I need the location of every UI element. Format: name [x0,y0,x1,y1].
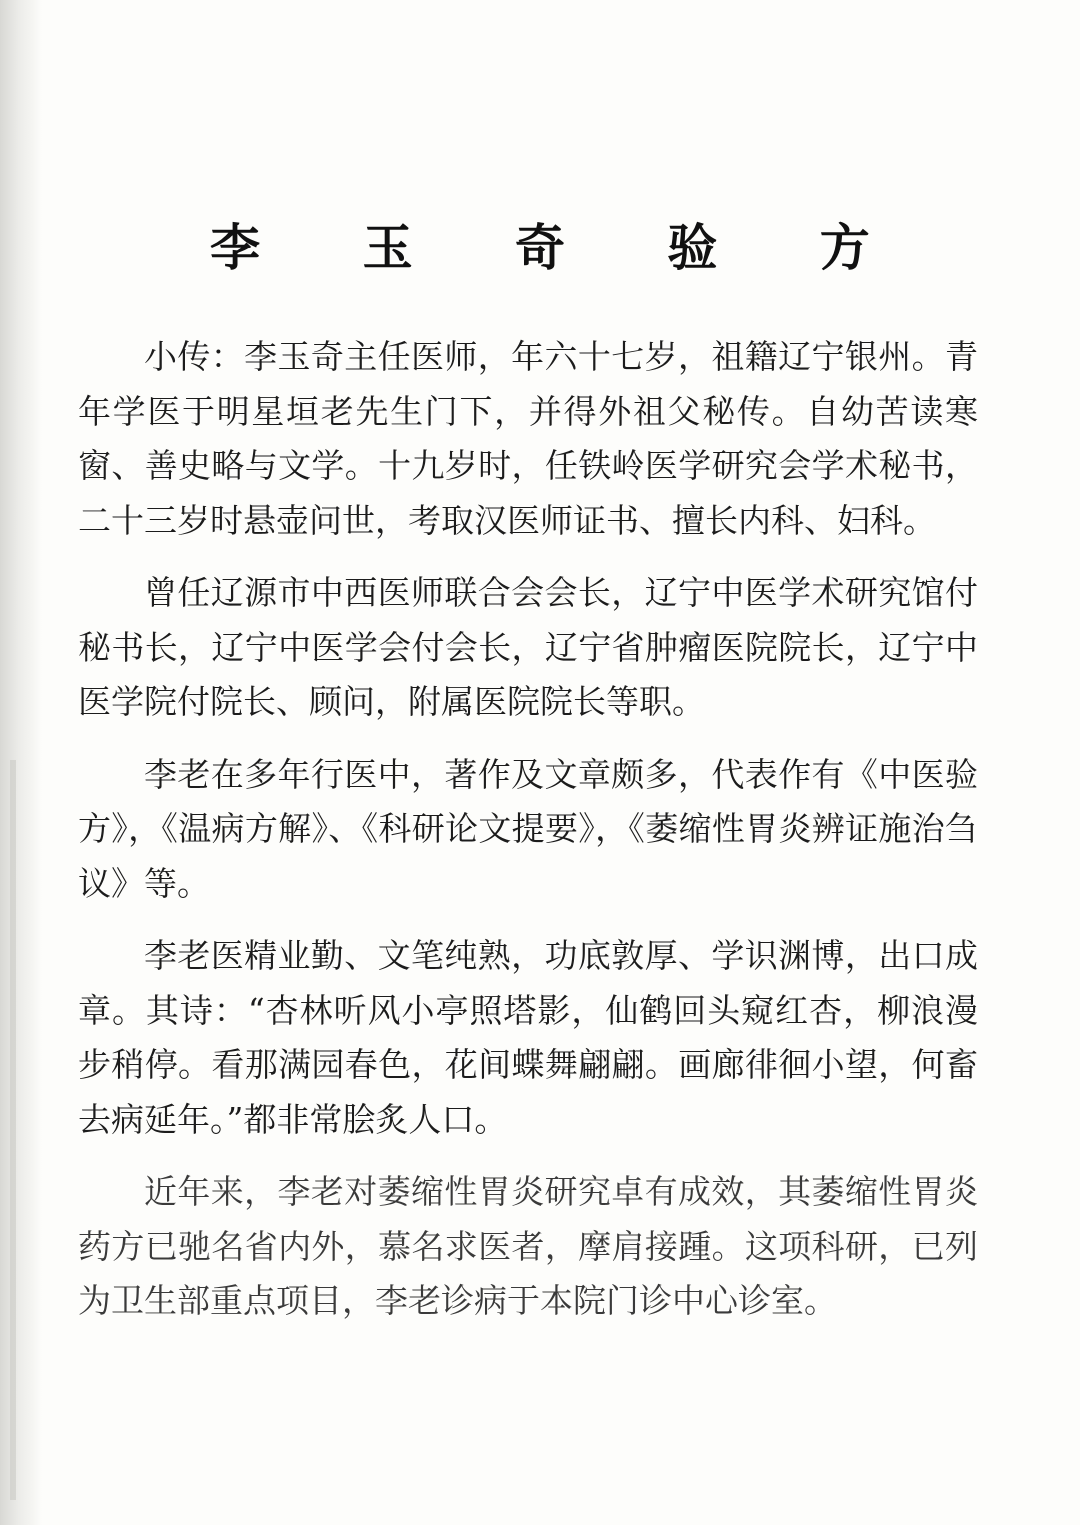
paragraph-research: 近年来，李老对萎缩性胃炎研究卓有成效，其萎缩性胃炎药方已驰名省内外，慕名求医者，摩肩接踵。这项科研，已列为卫生部重点项目，李老诊病于本院门诊中心诊室。 [78,1172,978,1320]
paragraph-positions: 曾任辽源市中西医师联合会会长，辽宁中医学术研究馆付秘书长，辽宁中医学会付会长，辽宁省肿瘤医院院长，辽宁中医学院付院长、顾问，附属医院院长等职。 [78,573,978,721]
paragraph-poem: 李老医精业勤、文笔纯熟，功底敦厚、学识渊博，出口成章。其诗：“杏林听风小亭照塔影，仙鹤回头窥红杏，柳浪漫步稍停。看那满园春色，花间蝶舞翩翩。画廊徘徊小望，何畜去病延年。”都非常脍炙人口。 [78,936,978,1139]
document-body [78,330,978,1347]
paragraph-biography: 小传：李玉奇主任医师，年六十七岁，祖籍辽宁银州。青年学医于明星垣老先生门下，并得外祖父秘传。自幼苦读寒窗、善史略与文学。十九岁时，任铁岭医学研究会学术秘书，二十三岁时悬壶问世，考取汉医师证书、擅长内科、妇科。 [78,337,978,540]
document-title: 李 玉 奇 验 方 [210,218,913,277]
paragraph-works: 李老在多年行医中，著作及文章颇多，代表作有《中医验方》，《温病方解》、《科研论文提要》，《萎缩性胃炎辨证施治刍议》等。 [78,754,978,903]
